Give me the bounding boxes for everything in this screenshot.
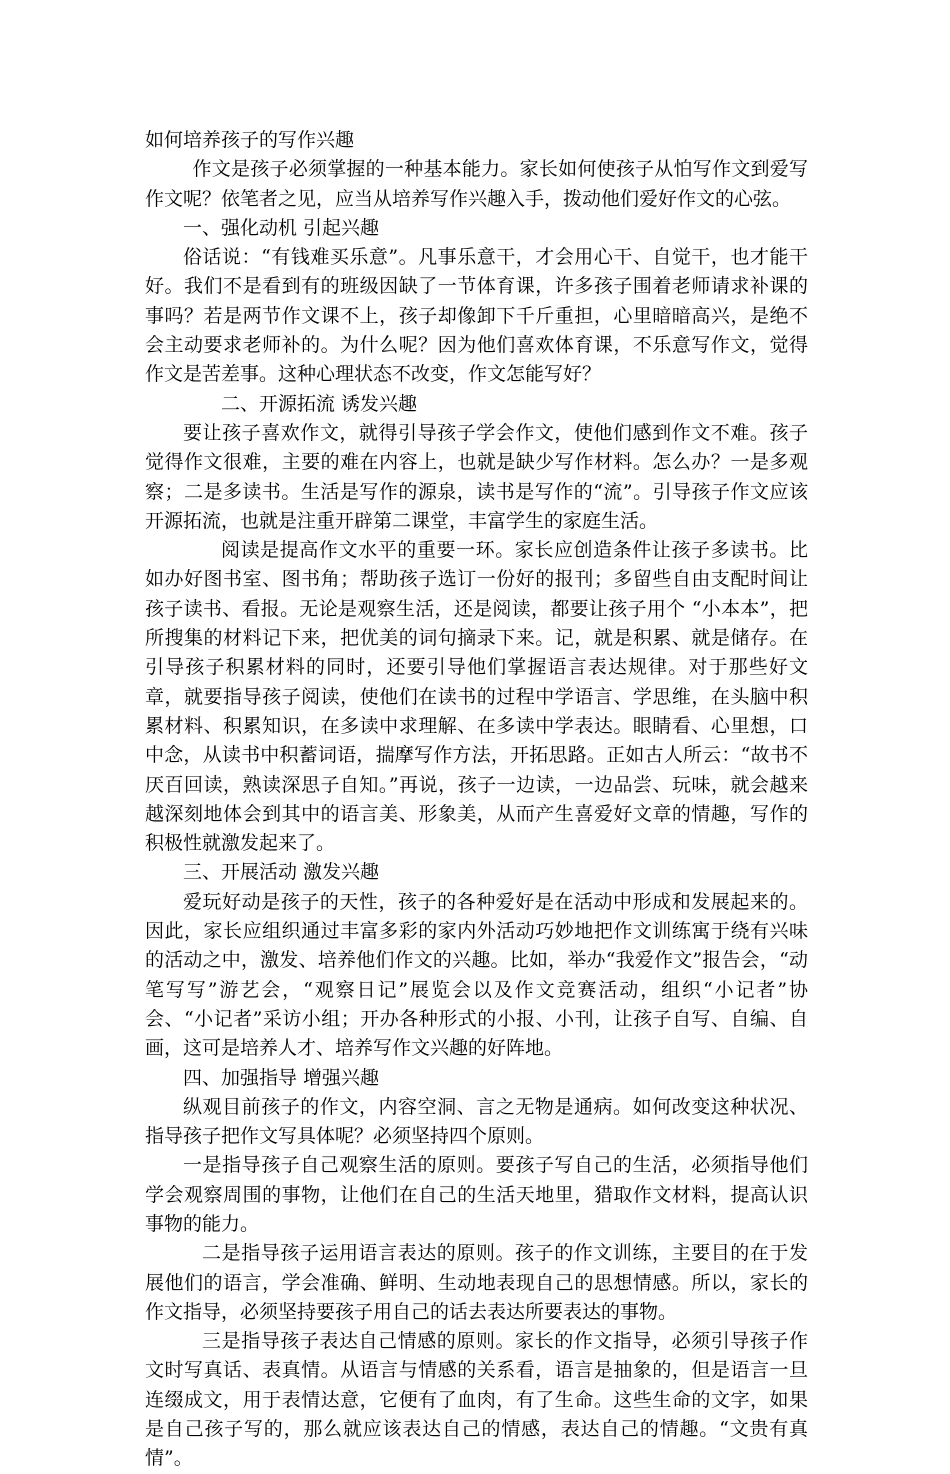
section-heading-2: 二、开源拓流 诱发兴趣 [221, 392, 418, 415]
document-page [145, 126, 808, 1474]
document-title: 如何培养孩子的写作兴趣 [145, 129, 355, 151]
section-2-paragraph-2: 阅读是提高作文水平的重要一环。家长应创造条件让孩子多读书。比如办好图书室、图书角；帮助孩子选订一份好的报刊；多留些自由支配时间让孩子读书、看报。无论是观察生活，还是阅读，都要让孩子用个 “小本本”，把所搜集的材料记下来，把优美的词句摘录下来。记，就是积累、就是储存。在引导孩子积累材料的同时，还要引导他们掌握语言表达规律。对于那些好文章，就要指导孩子阅读，使他们在读书的过程中学语言、学思维，在头脑中积累材料、积累知识，在多读中求理解、在多读中学表达。眼睛看、心里想，口中念，从读书中积蓄词语，揣摩写作方法，开拓思路。正如古人所云：“故书不厌百回读，熟读深思子自知。”再说，孩子一边读，一边品尝、玩味，就会越来越深刻地体会到其中的语言美、形象美，从而产生喜爱好文章的情趣，写作的积极性就激发起来了。 [145, 539, 808, 855]
section-1-paragraph-1: 俗话说：“有钱难买乐意”。凡事乐意干，才会用心干、自觉干，也才能干好。我们不是看到有的班级因缺了一节体育课，许多孩子围着老师请求补课的事吗？若是两节作文课不上，孩子却像卸下千斤重担，心里暗暗高兴，是绝不会主动要求老师补的。为什么呢？因为他们喜欢体育课，不乐意写作文，觉得作文是苦差事。这种心理状态不改变，作文怎能写好？ [145, 246, 808, 386]
section-3-paragraph-1: 爱玩好动是孩子的天性，孩子的各种爱好是在活动中形成和发展起来的。因此，家长应组织通过丰富多彩的家内外活动巧妙地把作文训练寓于绕有兴味的活动之中，激发、培养他们作文的兴趣。比如，举办“我爱作文”报告会，“动笔写写”游艺会，“观察日记”展览会以及作文竞赛活动，组织“小记者”协会、“小记者”采访小组；开办各种形式的小报、小刊，让孩子自写、自编、自画，这可是培养人才、培养写作文兴趣的好阵地。 [145, 890, 808, 1060]
section-4-paragraph-4: 三是指导孩子表达自己情感的原则。家长的作文指导，必须引导孩子作文时写真话、表真情。从语言与情感的关系看，语言是抽象的，但是语言一旦连缀成文，用于表情达意，它便有了血肉，有了生命。这些生命的文字，如果是自己孩子写的，那么就应该表达自己的情感，表达自己的情趣。“文贵有真情”。 [145, 1330, 808, 1470]
section-4-paragraph-1: 纵观目前孩子的作文，内容空洞、言之无物是通病。如何改变这种状况、指导孩子把作文写具体呢？必须坚持四个原则。 [145, 1095, 808, 1148]
section-4-paragraph-3: 二是指导孩子运用语言表达的原则。孩子的作文训练，主要目的在于发展他们的语言，学会准确、鲜明、生动地表现自己的思想情感。所以，家长的作文指导，必须坚持要孩子用自己的话去表达所要表达的事物。 [145, 1242, 808, 1323]
section-4-paragraph-2: 一是指导孩子自己观察生活的原则。要孩子写自己的生活，必须指导他们学会观察周围的事物，让他们在自己的生活天地里，猎取作文材料，提高认识事物的能力。 [145, 1154, 808, 1235]
section-2-paragraph-1: 要让孩子喜欢作文，就得引导孩子学会作文，使他们感到作文不难。孩子觉得作文很难，主要的难在内容上，也就是缺少写作材料。怎么办？一是多观察；二是多读书。生活是写作的源泉，读书是写作的“流”。引导孩子作文应该开源拓流，也就是注重开辟第二课堂，丰富学生的家庭生活。 [145, 421, 808, 532]
intro-paragraph: 作文是孩子必须掌握的一种基本能力。家长如何使孩子从怕写作文到爱写作文呢？依笔者之见，应当从培养写作兴趣入手，拨动他们爱好作文的心弦。 [145, 158, 808, 210]
section-heading-3: 三、开展活动 激发兴趣 [183, 861, 380, 884]
section-heading-1: 一、强化动机 引起兴趣 [183, 216, 380, 239]
section-heading-4: 四、加强指导 增强兴趣 [183, 1066, 380, 1089]
